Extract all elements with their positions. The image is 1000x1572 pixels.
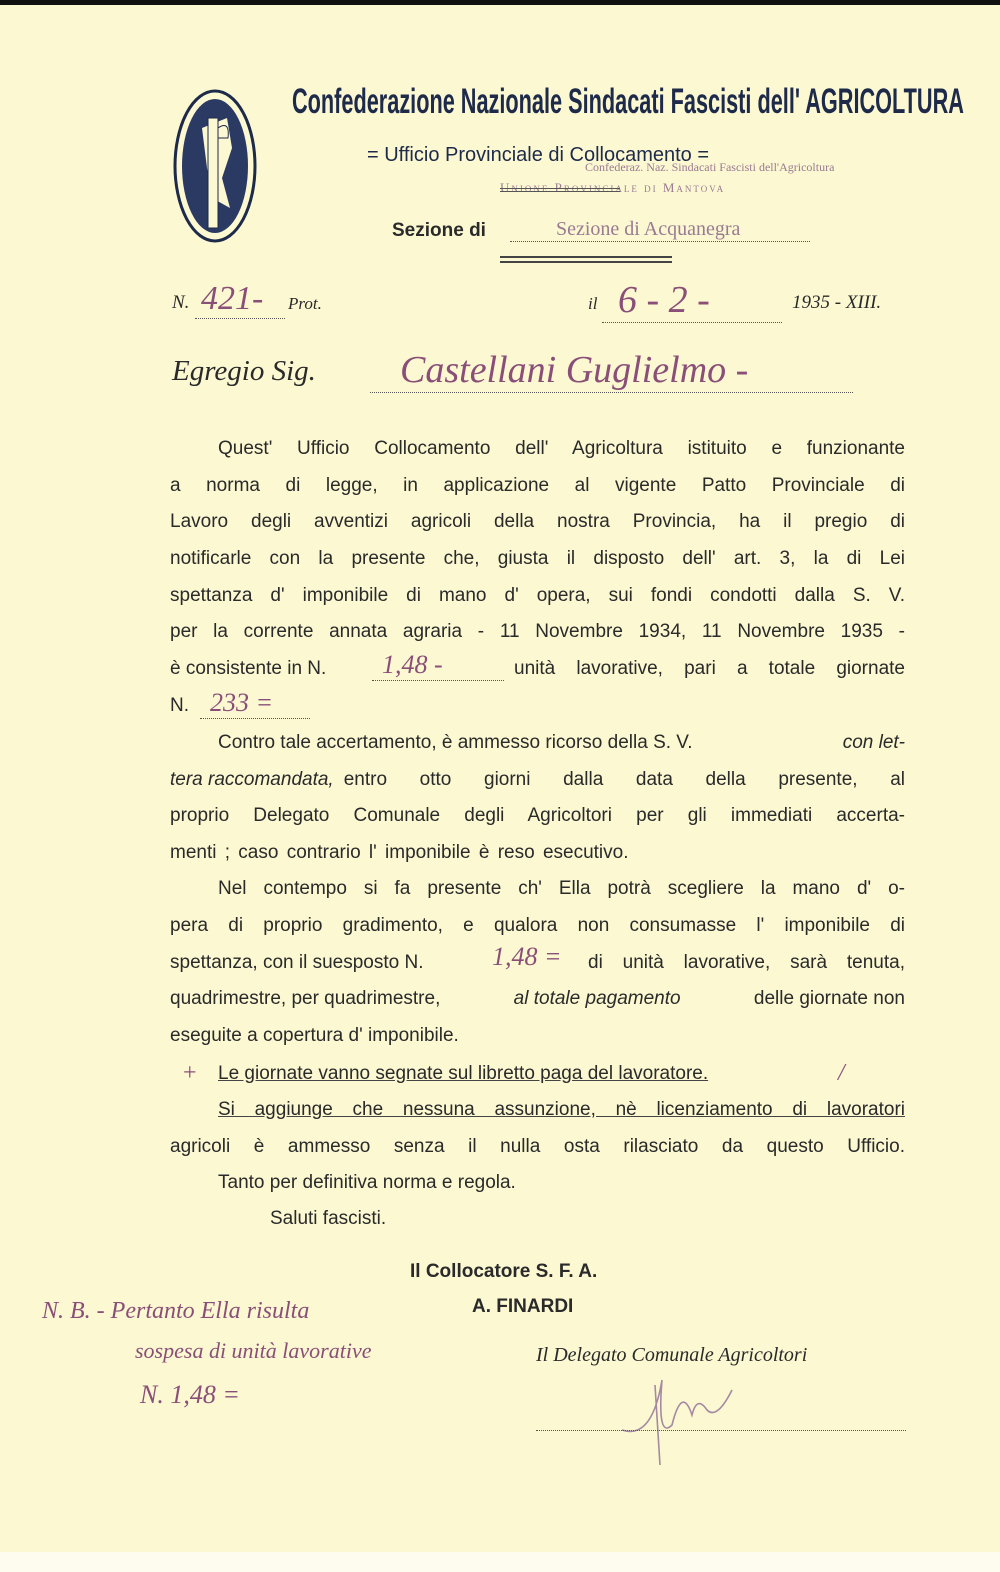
protocol-label: N.	[172, 292, 190, 313]
body-line	[170, 988, 905, 1010]
collocatore-title: Il Collocatore S. F. A.	[410, 1261, 598, 1282]
text: delle giornate non	[753, 988, 905, 1009]
section-value: Sezione di Acquanegra	[510, 218, 810, 242]
collocatore-name: A. FINARDI	[472, 1296, 574, 1317]
units-value: 1,48 -	[372, 650, 504, 681]
stamp-line-1: Confederaz. Naz. Sindacati Fascisti dell'Agricoltura	[585, 160, 835, 174]
delegato-title: Il Delegato Comunale Agricoltori	[536, 1344, 808, 1366]
units-value-repeat: 1,48 =	[492, 942, 562, 971]
office-name: = Ufficio Provinciale di Collocamento =	[367, 144, 710, 166]
prot-label: Prot.	[288, 294, 322, 313]
body-line: a norma di legge, in applicazione al vigente Patto Provinciale di	[170, 475, 905, 496]
double-rule	[500, 256, 672, 263]
scan-edge	[0, 0, 1000, 5]
text: con let-	[842, 732, 905, 753]
body-line: eseguite a copertura d' imponibile.	[170, 1025, 459, 1046]
date-label: il	[588, 294, 598, 313]
body-line	[218, 732, 905, 754]
handwritten-note-line: N. 1,48 =	[140, 1380, 240, 1409]
body-line: pera di proprio gradimento, e qualora non consumasse l' imponibile di	[170, 915, 905, 936]
body-line	[170, 769, 905, 791]
body-line: è consistente in N.	[170, 658, 327, 679]
handwritten-note-line: sospesa di unità lavorative	[135, 1338, 372, 1363]
text: quadrimestre, per quadrimestre,	[170, 988, 441, 1009]
body-line: Si aggiunge che nessuna assunzione, nè licenziamento di lavoratori	[218, 1099, 905, 1120]
body-line: per la corrente annata agraria - 11 Novembre 1934, 11 Novembre 1935 -	[170, 621, 905, 642]
protocol-number: 421-	[195, 280, 285, 319]
body-line: proprio Delegato Comunale degli Agricoltori per gli immediati accerta-	[170, 805, 905, 826]
salutation-label: Egregio Sig.	[172, 355, 316, 387]
body-line: Quest' Ufficio Collocamento dell' Agricoltura istituito e funzionante	[218, 438, 905, 459]
body-line: notificarle con la presente che, giusta il disposto dell' art. 3, la di Lei	[170, 548, 905, 569]
signature-line	[536, 1430, 906, 1431]
body-line: Lavoro degli avventizi agricoli della nostra Provincia, ha il pregio di	[170, 511, 905, 532]
year: 1935 - XIII.	[792, 292, 882, 313]
closing: Saluti fascisti.	[270, 1208, 387, 1229]
section-label: Sezione di	[392, 220, 486, 241]
body-line: unità lavorative, pari a totale giornate	[514, 658, 905, 679]
stamp-line-2: Unione Provinciale di Mantova	[500, 180, 726, 195]
scan-edge	[0, 1552, 1000, 1572]
body-line: menti ; caso contrario l' imponibile è reso esecutivo.	[170, 842, 629, 863]
text: al totale pagamento	[513, 988, 681, 1009]
text: entro otto giorni dalla data della presente, al	[343, 769, 905, 790]
body-line: Tanto per definitiva norma e regola.	[218, 1172, 516, 1193]
handwritten-note-line: N. B. - Pertanto Ella risulta	[42, 1298, 310, 1324]
days-label: N.	[170, 695, 189, 716]
text: Contro tale accertamento, è ammesso ricorso della S. V.	[218, 732, 693, 753]
body-line: spettanza d' imponibile di mano d' opera, sui fondi condotti dalla S. V.	[170, 585, 905, 606]
handwritten-plus-mark: +	[183, 1060, 197, 1086]
organization-title: Confederazione Nazionale Sindacati Fascisti dell' AGRICOLTURA	[292, 82, 964, 121]
body-line: di unità lavorative, sarà tenuta,	[588, 952, 905, 973]
handwritten-mark: /	[838, 1060, 845, 1086]
body-line: spettanza, con il suesposto N.	[170, 952, 424, 973]
recipient-name: Castellani Guglielmo -	[370, 348, 853, 393]
handwritten-signature	[610, 1355, 790, 1465]
strike-lines	[500, 188, 620, 192]
text: tera raccomandata,	[170, 769, 334, 790]
emblem-logo	[172, 88, 258, 244]
body-line: Nel contempo si fa presente ch' Ella potrà scegliere la mano d' o-	[218, 878, 905, 899]
body-line: Le giornate vanno segnate sul libretto paga del lavoratore.	[218, 1063, 709, 1084]
body-line: agricoli è ammesso senza il nulla osta rilasciato da questo Ufficio.	[170, 1136, 905, 1157]
date-value: 6 - 2 -	[602, 278, 782, 323]
days-value: 233 =	[200, 688, 310, 719]
